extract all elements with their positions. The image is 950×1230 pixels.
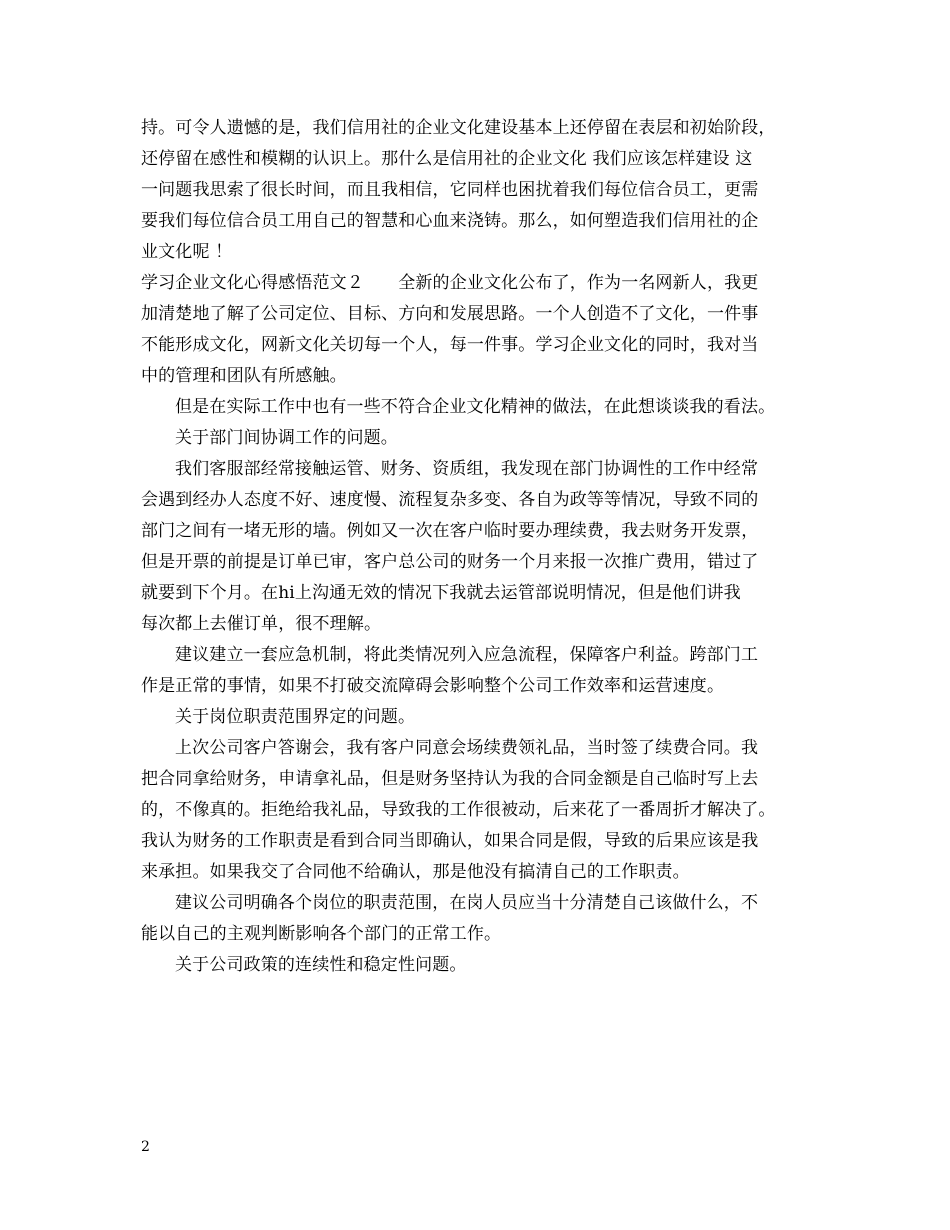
text-line: 能以自己的主观判断影响各个部门的正常工作。 [141, 924, 502, 944]
text-line: 加清楚地了解了公司定位、目标、方向和发展思路。一个人创造不了文化，一件事 [141, 304, 759, 324]
text-line: 就要到下个月。在hi上沟通无效的情况下我就去运管部说明情况，但是他们讲我 [141, 583, 741, 603]
text-line: 不能形成文化，网新文化关切每一个人，每一件事。学习企业文化的同时，我对当 [141, 335, 759, 355]
text-line: 关于公司政策的连续性和稳定性问题。 [175, 955, 467, 975]
text-line: 中的管理和团队有所感触。 [141, 366, 347, 386]
text-line: 要我们每位信合员工用自己的智慧和心血来浇铸。那么，如何塑造我们信用社的企 [141, 211, 759, 231]
text-line: 建议公司明确各个岗位的职责范围，在岗人员应当十分清楚自己该做什么，不 [175, 893, 759, 913]
text-line: 业文化呢 ！ [141, 242, 233, 262]
text-line: 的，不像真的。拒绝给我礼品，导致我的工作很被动，后来花了一番周折才解决了。 [141, 800, 776, 820]
text-line: 持。可令人遗憾的是，我们信用社的企业文化建设基本上还停留在表层和初始阶段， [141, 118, 776, 138]
text-line: 来承担。如果我交了合同他不给确认，那是他没有搞清自己的工作职责。 [141, 862, 690, 882]
text-line: 每次都上去催订单，很不理解。 [141, 614, 382, 634]
text-line: 但是在实际工作中也有一些不符合企业文化精神的做法，在此想谈谈我的看法。 [175, 397, 776, 417]
text-line: 把合同拿给财务，申请拿礼品，但是财务坚持认为我的合同金额是自己临时写上去 [141, 769, 759, 789]
text-line: 我们客服部经常接触运管、财务、资质组，我发现在部门协调性的工作中经常 [175, 459, 759, 479]
document-body [141, 113, 821, 981]
text-line: 建议建立一套应急机制，将此类情况列入应急流程，保障客户利益。跨部门工 [175, 645, 759, 665]
text-line: 作是正常的事情，如果不打破交流障碍会影响整个公司工作效率和运营速度。 [141, 676, 725, 696]
text-line: 关于部门间协调工作的问题。 [175, 428, 398, 448]
page-number: 2 [141, 1139, 150, 1155]
text-line: 我认为财务的工作职责是看到合同当即确认，如果合同是假，导致的后果应该是我 [141, 831, 759, 851]
text-line: 还停留在感性和模糊的认识上。那什么是信用社的企业文化 我们应该怎样建设 这 [141, 149, 753, 169]
text-line: 但是开票的前提是订单已审，客户总公司的财务一个月来报一次推广费用，错过了 [141, 552, 759, 572]
text-line: 上次公司客户答谢会，我有客户同意会场续费领礼品，当时签了续费合同。我 [175, 738, 759, 758]
text-line: 会遇到经办人态度不好、速度慢、流程复杂多变、各自为政等等情况，导致不同的 [141, 490, 759, 510]
text-line: 关于岗位职责范围界定的问题。 [175, 707, 416, 727]
text-line: 一问题我思索了很长时间，而且我相信，它同样也困扰着我们每位信合员工，更需 [141, 180, 759, 200]
text-line: 部门之间有一堵无形的墙。例如又一次在客户临时要办理续费，我去财务开发票， [141, 521, 759, 541]
text-line: 学习企业文化心得感悟范文２ 全新的企业文化公布了，作为一名网新人，我更 [141, 273, 759, 293]
